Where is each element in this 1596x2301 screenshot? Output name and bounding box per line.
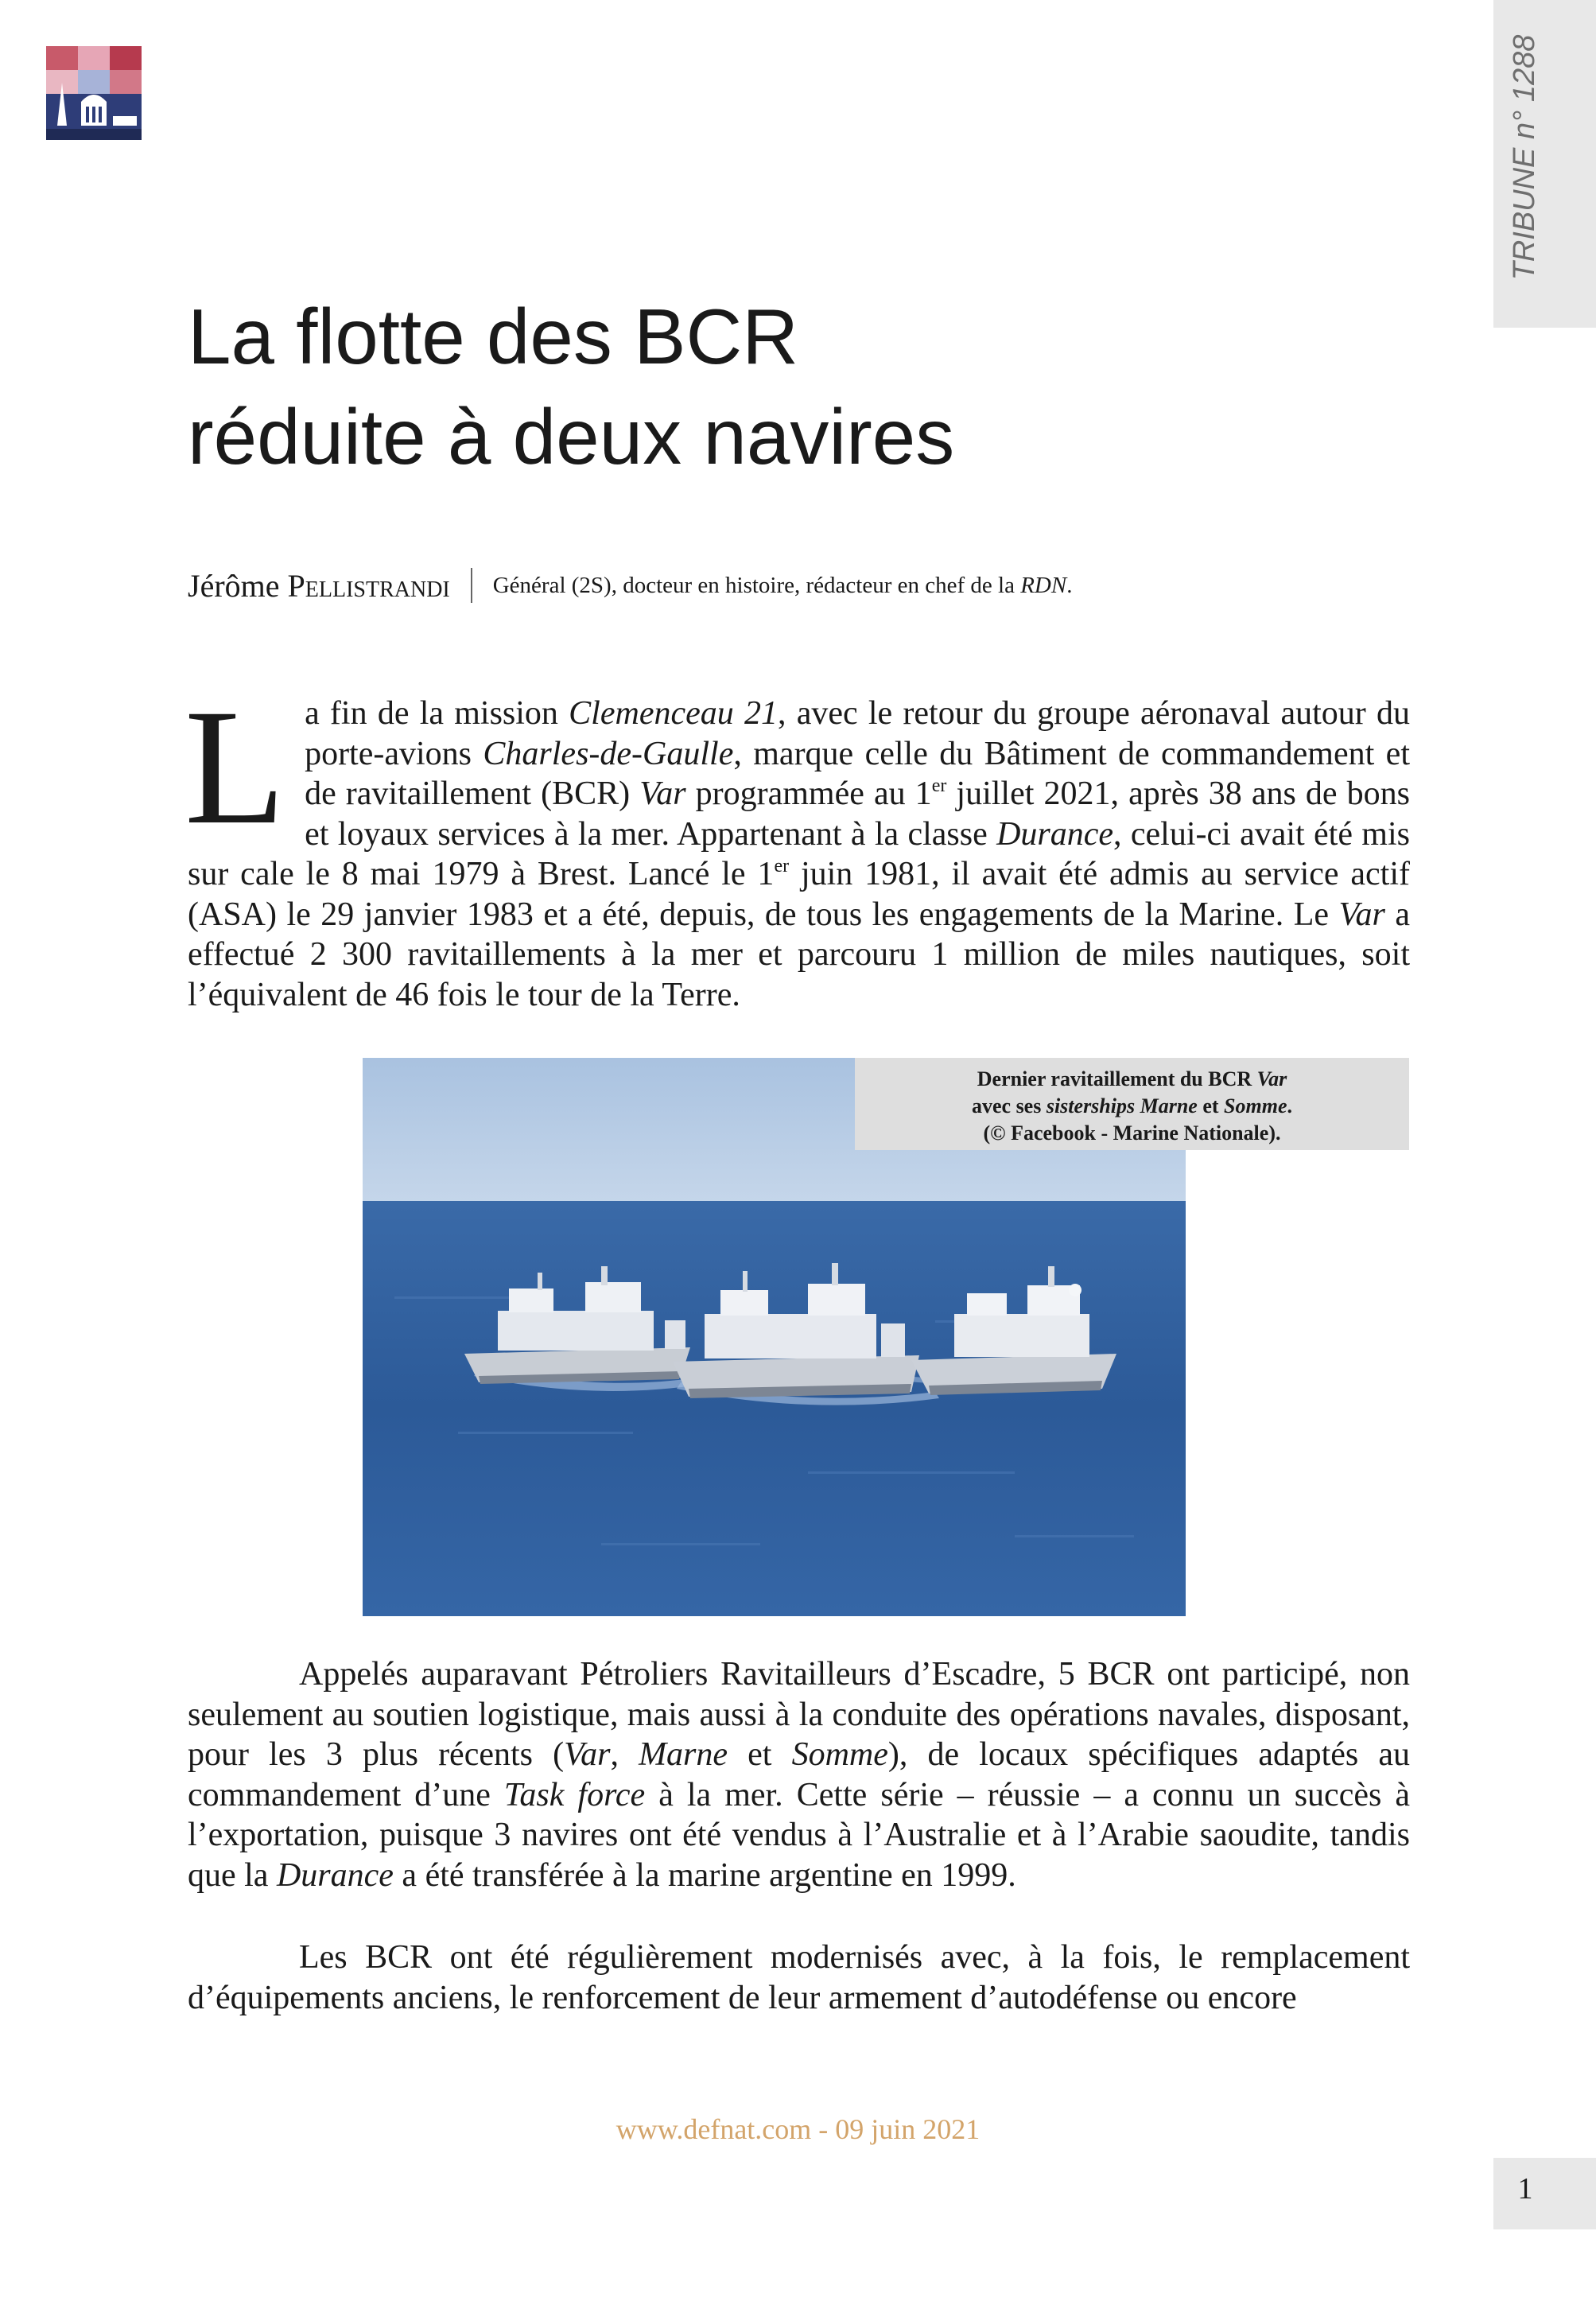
photo-caption: Dernier ravitaillement du BCR Var avec ses sisterships Marne et Somme. (© Facebook - Marine Nationale). bbox=[855, 1058, 1409, 1150]
title-line-1: La flotte des BCR bbox=[188, 293, 799, 380]
paragraph-history: Appelés auparavant Pétroliers Ravitailleurs d’Escadre, 5 BCR ont participé, non seulement au soutien logistique, mais aussi à la conduite des opérations navales, disposant, pour les 3 plus récents (Var, Marne et Somme), de locaux spécifiques adaptés au commandement d’une Task force à la mer. Cette série – réussie – a connu un succès à l’exportation, puisque 3 navires ont été vendus à l’Australie et à l’Arabie saoudite, tandis que la Durance a été transférée à la marine argentine en 1999. bbox=[188, 1656, 1411, 1894]
byline bbox=[188, 563, 1072, 608]
author-affiliation: Général (2S), docteur en histoire, rédacteur en chef de la RDN. bbox=[492, 572, 1073, 598]
title-line-2: réduite à deux navires bbox=[188, 393, 955, 480]
footer-link[interactable]: www.defnat.com - 09 juin 2021 bbox=[615, 2113, 981, 2145]
author-name: Jérôme Pellistrandi bbox=[188, 567, 450, 604]
rdn-logo bbox=[46, 46, 142, 140]
page-number: 1 bbox=[1517, 2172, 1533, 2206]
paragraph-intro: La fin de la mission Clemenceau 21, avec le retour du groupe aéronaval autour du porte-avions Charles-de-Gaulle, marque celle du Bâtiment de commandement et de ravitaillement (BCR) Var programmée au 1er juillet 2021, après 38 ans de bons et loyaux services à la mer. Appartenant à la classe Durance, celui-ci avait été mis sur cale le 8 mai 1979 à Brest. Lancé le 1er juin 1981, il avait été admis au service actif (ASA) le 29 janvier 1983 et a été, depuis, de tous les engagements de la Marine. Le Var a effectué 2 300 ravitaillements à la mer et parcouru 1 million de miles nautiques, soit l’équivalent de 46 fois le tour de la Terre. bbox=[184, 675, 1411, 1013]
article-title bbox=[188, 286, 1380, 487]
tribune-label: TRIBUNE n° 1288 bbox=[1508, 34, 1541, 281]
drop-cap: L bbox=[184, 675, 286, 858]
byline-divider bbox=[471, 568, 472, 603]
paragraph-modernisation: Les BCR ont été régulièrement modernisés avec, à la fois, le remplacement d’équipements anciens, le renforcement de leur armement d’autodéfense ou encore bbox=[188, 1939, 1410, 2016]
